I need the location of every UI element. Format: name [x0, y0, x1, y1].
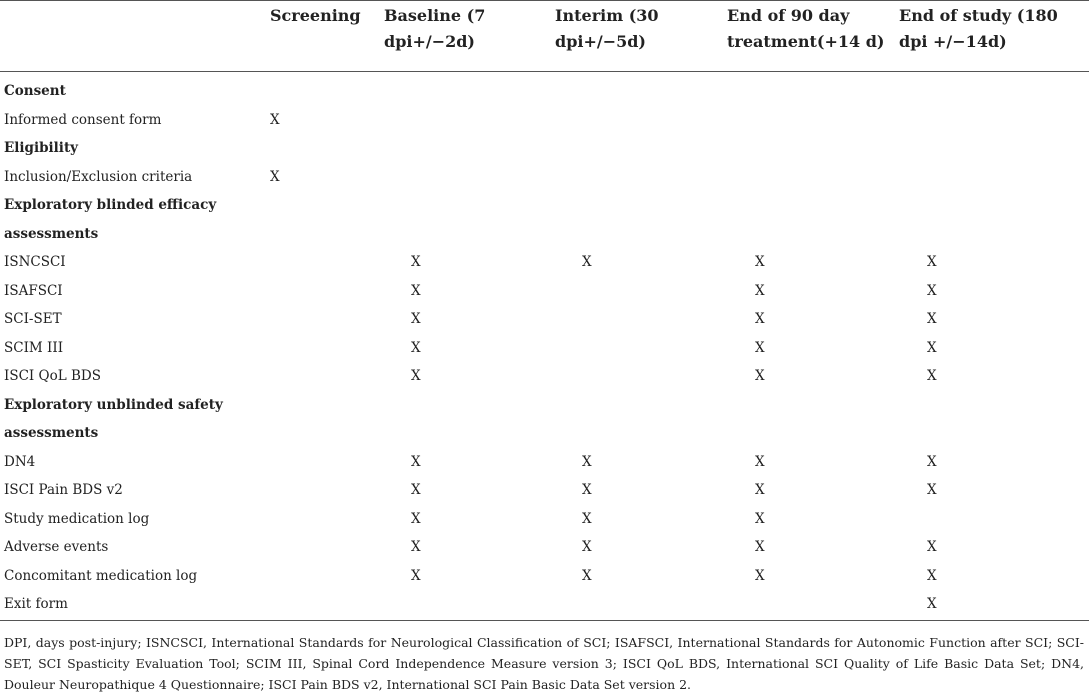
schedule-mark: X	[582, 482, 592, 498]
section-header-row	[0, 77, 1089, 105]
section-label: Exploratory blinded efficacy	[4, 197, 217, 213]
schedule-mark: X	[411, 482, 421, 498]
schedule-mark: X	[755, 282, 765, 299]
row-label: Adverse events	[4, 539, 109, 555]
section-label: Consent	[4, 83, 66, 99]
schedule-mark: X	[411, 339, 421, 356]
schedule-mark: X	[582, 567, 592, 584]
column-header-end-of-study: End of study (180 dpi +/−14d)	[899, 6, 1058, 51]
table-row	[0, 163, 1089, 191]
schedule-mark: X	[582, 510, 592, 527]
schedule-mark: X	[755, 254, 765, 270]
schedule-mark: X	[927, 254, 937, 270]
table-row	[0, 476, 1089, 504]
schedule-mark: X	[927, 311, 937, 327]
row-label: SCI-SET	[4, 311, 62, 327]
schedule-mark: X	[411, 311, 421, 327]
schedule-mark: X	[927, 368, 937, 384]
table-row	[0, 448, 1089, 476]
row-label: ISCI Pain BDS v2	[4, 482, 123, 498]
schedule-mark: X	[927, 282, 937, 299]
schedule-mark: X	[927, 453, 937, 470]
section-header-row	[0, 419, 1089, 447]
schedule-mark: X	[270, 168, 280, 185]
row-label: ISCI QoL BDS	[4, 368, 101, 384]
schedule-mark: X	[582, 453, 592, 470]
row-label: DN4	[4, 453, 36, 470]
schedule-mark: X	[411, 453, 421, 470]
schedule-mark: X	[411, 567, 421, 584]
section-label: Exploratory unblinded safety	[4, 396, 223, 413]
section-header-row	[0, 191, 1089, 219]
schedule-mark: X	[755, 368, 765, 384]
header-rule	[0, 71, 1089, 72]
schedule-mark: X	[755, 311, 765, 327]
table-row	[0, 562, 1089, 590]
table-row	[0, 533, 1089, 561]
schedule-mark: X	[411, 254, 421, 270]
section-label: assessments	[4, 225, 99, 242]
schedule-mark: X	[755, 339, 765, 356]
section-header-row	[0, 220, 1089, 248]
schedule-mark: X	[411, 368, 421, 384]
section-label: Eligibility	[4, 140, 79, 156]
schedule-mark: X	[927, 339, 937, 356]
schedule-mark: X	[755, 510, 765, 527]
row-label: Study medication log	[4, 510, 150, 527]
column-header-interim: Interim (30 dpi+/−5d)	[555, 6, 659, 51]
table-row	[0, 334, 1089, 362]
table-row	[0, 590, 1089, 618]
section-header-row	[0, 134, 1089, 162]
schedule-mark: X	[927, 567, 937, 584]
schedule-mark: X	[755, 539, 765, 555]
schedule-mark: X	[582, 254, 592, 270]
row-label: Exit form	[4, 596, 68, 612]
column-header-baseline: Baseline (7 dpi+/−2d)	[384, 6, 486, 51]
row-label: Informed consent form	[4, 111, 162, 128]
schedule-mark: X	[411, 510, 421, 527]
schedule-mark: X	[582, 539, 592, 555]
schedule-mark: X	[411, 282, 421, 299]
row-label: Concomitant medication log	[4, 567, 198, 584]
row-label: ISAFSCI	[4, 282, 63, 299]
table-row	[0, 248, 1089, 276]
schedule-mark: X	[270, 111, 280, 128]
table-row	[0, 305, 1089, 333]
table-top-rule	[0, 0, 1089, 1]
table-bottom-rule	[0, 620, 1089, 621]
table-row	[0, 277, 1089, 305]
row-label: SCIM III	[4, 339, 64, 356]
section-header-row	[0, 391, 1089, 419]
schedule-mark: X	[927, 596, 937, 612]
table-footnote: DPI, days post-injury; ISNCSCI, International Standards for Neurological Classification of SCI; ISAFSCI, International Standards for Autonomic Function after SCI; SCI-SET, SCI Spasticity Evaluation Tool; SCIM III, Spinal Cord Independence Measure version 3; ISCI QoL BDS, International SCI Quality of Life Basic Data Set; DN4, Douleur Neuropathique 4 Questionnaire; ISCI Pain BDS v2, International SCI Pain Basic Data Set version 2.	[4, 635, 1084, 692]
row-label: Inclusion/Exclusion criteria	[4, 168, 193, 185]
column-header-end-of-treatment: End of 90 day treatment(+14 d)	[727, 6, 885, 51]
table-row	[0, 106, 1089, 134]
schedule-mark: X	[927, 482, 937, 498]
schedule-mark: X	[755, 482, 765, 498]
table-row	[0, 505, 1089, 533]
schedule-mark: X	[927, 539, 937, 555]
table-row	[0, 362, 1089, 390]
schedule-mark: X	[755, 567, 765, 584]
row-label: ISNCSCI	[4, 254, 66, 270]
section-label: assessments	[4, 425, 99, 441]
schedule-mark: X	[411, 539, 421, 555]
column-header-screening: Screening	[270, 6, 361, 25]
schedule-mark: X	[755, 453, 765, 470]
